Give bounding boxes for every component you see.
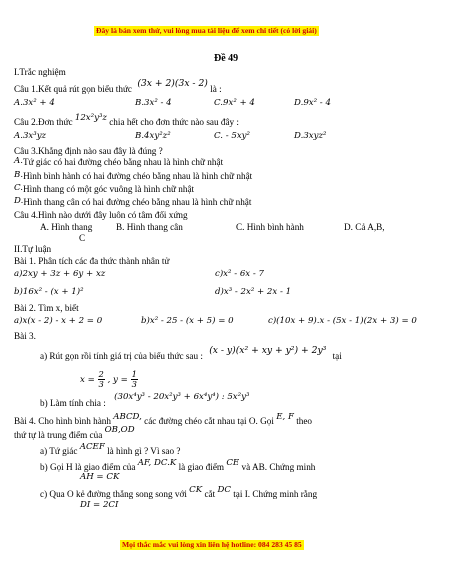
exercise-4-b-claim: AH = CK [80, 472, 120, 482]
exercise-1: Bài 1. Phân tích các đa thức thành nhân tử [14, 256, 170, 266]
page-title: Đề 49 [214, 53, 239, 64]
header-banner: Đây là bản xem thử, vui lòng mua tài liệu để xem chi tiết (có lời giải) [96, 26, 317, 35]
q4-option-b: B. Hình thang cân [116, 222, 183, 232]
footer-banner: Mọi thắc mắc vui lòng xin liên hệ hotline: 084 283 45 85 [122, 540, 302, 549]
exercise-4-c: c) Qua O kẻ đường thẳng song song với CK cắt DC tại I. Chứng minh rằng [40, 485, 318, 499]
question-2 [14, 113, 239, 129]
exercise-3-a: a) Rút gọn rồi tính giá trị của biểu thức sau : (x - y)(x² + xy + y²) + 2y³ tại [40, 345, 342, 361]
question-1 [14, 78, 222, 95]
section-essay: II.Tự luận [14, 244, 52, 254]
exercise-4: Bài 4. Cho hình bình hành ABCD, các đường chéo cắt nhau tại O. Gọi E, F theo [14, 412, 313, 426]
exercise-2-c: c)(10x + 9).x - (5x - 1)(2x + 3) = 0 [268, 316, 417, 326]
q4-option-c: C. Hình bình hành [236, 222, 304, 232]
q1-option-b: B.3x² - 4 [135, 98, 172, 108]
exercise-3-b: b) Làm tính chia : (30x⁴y³ - 20x²y³ + 6x⁴y⁴) : 5x²y³ [40, 392, 250, 408]
question-2-text: Câu 2.Đơn thức [14, 117, 73, 127]
question-1-text: Câu 1.Kết quả rút gọn biểu thức [14, 84, 133, 94]
q2-option-a: A.3x³yz [14, 131, 47, 141]
exercise-3-b-expr: (30x⁴y³ - 20x²y³ + 6x⁴y⁴) : 5x²y³ [114, 392, 250, 402]
question-1-expr: (3x + 2)(3x - 2) [137, 78, 208, 89]
exercise-3: Bài 3. [14, 331, 36, 341]
question-2-expr: 12x²y³z [74, 113, 107, 123]
q2-option-d: D.3xyz² [294, 131, 327, 141]
q1-option-c: C.9x² + 4 [214, 98, 255, 108]
q3-option-b: B.Hình bình hành có hai đường chéo bằng nhau là hình chữ nhật [14, 170, 253, 181]
q2-option-c: C. - 5xy² [214, 131, 250, 141]
y-fraction: $\frac{1}{3}$ [131, 369, 137, 389]
exercise-1-c: c)x² - 6x - 7 [215, 269, 264, 279]
exercise-2-b: b)x² - 25 - (x + 5) = 0 [141, 316, 234, 326]
exercise-1-d: d)x³ - 2x² + 2x - 1 [215, 287, 292, 297]
exercise-1-a: a)2xy + 3z + 6y + xz [14, 269, 106, 279]
q4-option-d-cont: C [79, 233, 86, 243]
exercise-4-c-claim: DI = 2CI [80, 500, 119, 510]
exercise-3-values: x = $\frac{2}{3}$ , y = $\frac{1}{3}$ [80, 369, 137, 389]
exercise-2: Bài 2. Tìm x, biết [14, 303, 79, 313]
question-1-text-end: là : [210, 84, 222, 94]
question-4: Câu 4.Hình nào dưới đây luôn có tâm đối xứng [14, 210, 188, 220]
q4-option-a: A. Hình thang [40, 222, 93, 232]
x-fraction: $\frac{2}{3}$ [98, 369, 104, 389]
exercise-2-a: a)x(x - 2) - x + 2 = 0 [14, 316, 103, 326]
exercise-3-a-expr: (x - y)(x² + xy + y²) + 2y³ [209, 345, 327, 356]
q3-option-d: D.Hình thang cân có hai đường chéo bằng nhau là hình chữ nhật [14, 196, 252, 207]
q1-option-d: D.9x² - 4 [294, 98, 331, 108]
section-multiple-choice: I.Trắc nghiệm [14, 67, 66, 77]
q2-option-b: B.4xy²z² [135, 131, 171, 141]
q3-option-c: C.Hình thang có một góc vuông là hình chữ nhật [14, 183, 195, 194]
q3-option-a: A.Tứ giác có hai đường chéo bằng nhau là hình chữ nhật [14, 156, 224, 167]
question-2-text-end: chia hết cho đơn thức nào sau đây : [109, 117, 239, 127]
question-3: Câu 3.Khẳng định nào sau đây là đúng ? [14, 146, 163, 156]
exercise-4-b: b) Gọi H là giao điểm của AF, DC.K là giao điểm CE và AB. Chứng minh [40, 458, 316, 472]
exercise-4-line2: thứ tự là trung điểm của OB,OD [14, 425, 135, 440]
q4-option-d: D. Cả A,B, [344, 222, 385, 232]
q1-option-a: A.3x² + 4 [14, 98, 55, 108]
exercise-4-a: a) Tứ giác ACEF là hình gì ? Vì sao ? [40, 442, 181, 456]
exercise-1-b: b)16x² - (x + 1)² [14, 287, 84, 297]
